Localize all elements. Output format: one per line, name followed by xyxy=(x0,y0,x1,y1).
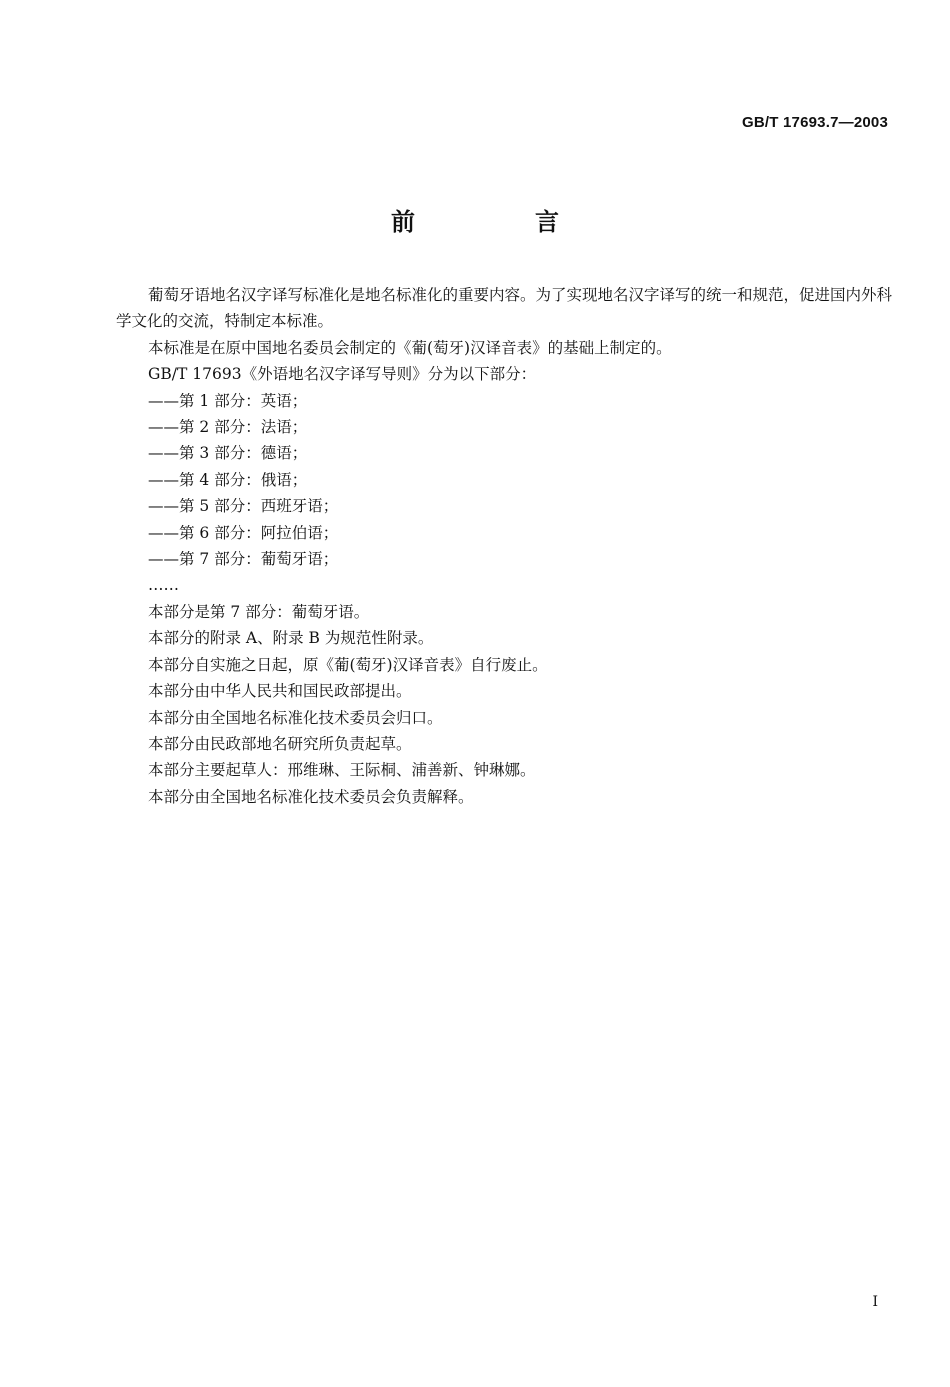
statement: 本部分由民政部地名研究所负责起草。 xyxy=(148,734,412,753)
statement: 本部分由全国地名标准化技术委员会负责解释。 xyxy=(148,787,474,806)
intro-paragraph: 葡萄牙语地名汉字译写标准化是地名标准化的重要内容。为了实现地名汉字译写的统一和规范，促进国内外科学文化的交流，特制定本标准。 xyxy=(116,286,893,331)
page-number: I xyxy=(872,1294,878,1310)
basis-paragraph: 本标准是在原中国地名委员会制定的《葡(萄牙)汉译音表》的基础上制定的。 xyxy=(148,338,672,357)
statement: 本部分自实施之日起，原《葡(萄牙)汉译音表》自行废止。 xyxy=(148,655,548,674)
standard-code: GB/T 17693.7—2003 xyxy=(742,114,888,131)
parts-intro: GB/T 17693《外语地名汉字译写导则》分为以下部分： xyxy=(148,365,537,384)
list-item: ——第 5 部分：西班牙语； xyxy=(148,497,339,516)
foreword-body xyxy=(116,282,892,810)
list-item: ——第 1 部分：英语； xyxy=(148,391,308,410)
statement: 本部分由中华人民共和国民政部提出。 xyxy=(148,682,412,701)
statements-list xyxy=(116,599,892,810)
list-item: ——第 7 部分：葡萄牙语； xyxy=(148,550,339,569)
statement: 本部分的附录 A、附录 B 为规范性附录。 xyxy=(148,629,434,648)
statement: 本部分由全国地名标准化技术委员会归口。 xyxy=(148,708,443,727)
list-item: ——第 6 部分：阿拉伯语； xyxy=(148,523,339,542)
statement: 本部分主要起草人：邢维琳、王际桐、浦善新、钟琳娜。 xyxy=(148,761,536,780)
statement: 本部分是第 7 部分：葡萄牙语。 xyxy=(148,602,370,621)
list-item: ——第 3 部分：德语； xyxy=(148,444,308,463)
list-ellipsis: …… xyxy=(148,576,179,595)
list-item: ——第 2 部分：法语； xyxy=(148,418,308,437)
parts-list xyxy=(116,388,892,573)
list-item: ——第 4 部分：俄语； xyxy=(148,470,308,489)
page-title: 前 言 xyxy=(391,208,607,236)
